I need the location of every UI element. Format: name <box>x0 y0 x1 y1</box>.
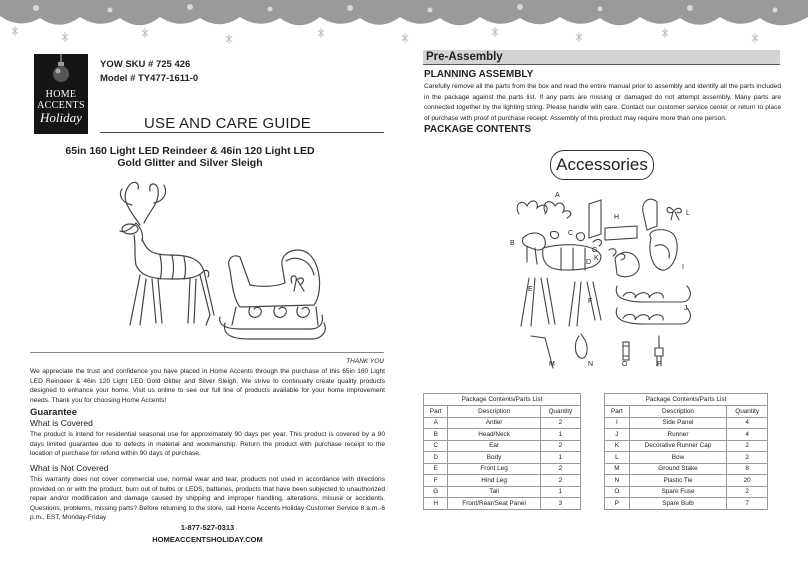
cell: Front/Rear/Seat Panel <box>448 498 540 510</box>
cell: 8 <box>727 463 768 475</box>
col-part: Part <box>424 406 448 418</box>
table-row <box>605 452 768 464</box>
title-divider <box>100 132 384 133</box>
cell: G <box>424 486 448 498</box>
what-is-covered-text: The product is intend for residential seasonal use for approximately 90 days per year. This product is covered by a 90 days limited guarantee due to defects in material and workmanship. Return the product with purchase receipt to the location of purchase for refund within 90 days of purchase. <box>30 431 385 457</box>
cell: O <box>605 486 630 498</box>
cell: 2 <box>540 475 580 487</box>
cell: 20 <box>727 475 768 487</box>
cell: Ear <box>448 440 540 452</box>
part-label-p: P <box>657 361 662 368</box>
col-description: Description <box>448 406 540 418</box>
col-description: Description <box>629 406 727 418</box>
table-row <box>605 486 768 498</box>
what-is-not-covered-text: This warranty does not cover commercial use, normal wear and tear, products not used in accordance with directions provided on or with the product, burn out of bulbs or LEDS, batteries, products that have been subjected to unauthorized repair and/or modification and damage caused by shipping and improper handling, alterations, misuse or accidents. Questions, problems, missing parts? Before returning to the store, call Home Accents Holiday Customer Service 8 a.m.-6 p.m., EST, Monday-Friday <box>30 476 385 521</box>
cell: 1 <box>540 452 580 464</box>
product-title-line-1: 65in 160 Light LED Reindeer & 46in 120 Light LED <box>65 145 315 157</box>
cell: 2 <box>540 463 580 475</box>
sku-block <box>100 58 198 86</box>
pre-assembly-title: Pre-Assembly <box>426 51 503 63</box>
table-row <box>605 498 768 510</box>
cell: 2 <box>727 440 768 452</box>
part-label-d: D <box>586 259 592 266</box>
parts-exploded-illustration <box>505 186 715 376</box>
cell: 1 <box>540 429 580 441</box>
intro-text: We appreciate the trust and confidence you have placed in Home Accents through the purchase of this 65in 160 Light LED Reindeer & 46in 120 Light LED Gold Glitter and Silver Sleigh. We strive to continually create quality products designed to enhance your home. Visit us online to see our full line of products available for your home improvement needs. Thank you for choosing Home Accents! <box>30 368 385 404</box>
thank-you-heading: THANK YOU <box>346 358 384 365</box>
section-divider <box>30 352 384 353</box>
table-row <box>424 475 581 487</box>
planning-assembly-heading: PLANNING ASSEMBLY <box>424 69 534 80</box>
product-title-line-2: Gold Glitter and Silver Sleigh <box>117 157 263 169</box>
table-row <box>424 498 581 510</box>
part-label-k: K <box>594 255 599 262</box>
table-row <box>424 417 581 429</box>
cell: Bow <box>629 452 727 464</box>
cell: P <box>605 498 630 510</box>
model-number: Model # TY477-1611-0 <box>100 73 199 84</box>
cell: 1 <box>540 486 580 498</box>
cell: 3 <box>540 498 580 510</box>
cell: N <box>605 475 630 487</box>
part-label-c: C <box>568 230 574 237</box>
table-row <box>424 486 581 498</box>
cell: Front Leg <box>448 463 540 475</box>
col-quantity: Quantity <box>727 406 768 418</box>
home-accents-holiday-logo <box>34 54 88 134</box>
yow-sku: YOW SKU # 725 426 <box>100 59 191 70</box>
parts-table-caption: Package Contents/Parts List <box>424 394 581 406</box>
part-label-f: F <box>588 298 593 305</box>
logo-line-2: ACCENTS <box>37 100 85 111</box>
table-row <box>605 417 768 429</box>
cell: Antler <box>448 417 540 429</box>
table-row <box>424 440 581 452</box>
guide-title: USE AND CARE GUIDE <box>144 115 311 132</box>
cell: J <box>605 429 630 441</box>
ornament-icon <box>34 54 88 84</box>
table-row <box>424 429 581 441</box>
cell: Side Panel <box>629 417 727 429</box>
table-row <box>605 440 768 452</box>
cell: 7 <box>727 498 768 510</box>
part-label-g: G <box>592 247 598 254</box>
table-row <box>424 463 581 475</box>
package-contents-heading: PACKAGE CONTENTS <box>424 124 532 135</box>
cell: D <box>424 452 448 464</box>
accessories-label: Accessories <box>550 150 654 180</box>
what-is-not-covered-heading: What is Not Covered <box>30 463 109 473</box>
cell: Tail <box>448 486 540 498</box>
part-label-i: I <box>682 264 684 271</box>
part-label-m: M <box>549 361 555 368</box>
cell: K <box>605 440 630 452</box>
cell: 2 <box>540 440 580 452</box>
cell: I <box>605 417 630 429</box>
table-row <box>605 463 768 475</box>
part-label-n: N <box>588 361 594 368</box>
website-url: HOMEACCENTSHOLIDAY.COM <box>152 535 263 544</box>
reindeer-and-sleigh-illustration <box>100 175 330 345</box>
part-label-h: H <box>614 214 620 221</box>
cell: E <box>424 463 448 475</box>
parts-table-right <box>604 393 768 510</box>
cell: Decorative Runner Cap <box>629 440 727 452</box>
col-part: Part <box>605 406 630 418</box>
cell: 4 <box>727 429 768 441</box>
cell: 4 <box>727 417 768 429</box>
cell: Spare Bulb <box>629 498 727 510</box>
part-label-b: B <box>510 240 515 247</box>
table-row <box>605 475 768 487</box>
part-label-j: J <box>684 305 688 312</box>
cell: Runner <box>629 429 727 441</box>
part-label-e: E <box>528 286 533 293</box>
cell: F <box>424 475 448 487</box>
part-label-l: L <box>686 210 690 217</box>
cell: Plastic Tie <box>629 475 727 487</box>
cell: Ground Stake <box>629 463 727 475</box>
part-label-a: A <box>555 192 560 199</box>
cell: Head/Neck <box>448 429 540 441</box>
part-label-o: O <box>622 361 628 368</box>
cell: Body <box>448 452 540 464</box>
table-row <box>424 452 581 464</box>
cell: A <box>424 417 448 429</box>
cell: L <box>605 452 630 464</box>
cell: 2 <box>540 417 580 429</box>
guarantee-heading: Guarantee <box>30 407 77 418</box>
parts-table-left <box>423 393 581 510</box>
parts-table-caption: Package Contents/Parts List <box>605 394 768 406</box>
customer-service-phone: 1-877-527-0313 <box>180 523 235 532</box>
product-title <box>40 145 340 169</box>
cell: 2 <box>727 452 768 464</box>
cell: Hind Leg <box>448 475 540 487</box>
cell: B <box>424 429 448 441</box>
col-quantity: Quantity <box>540 406 580 418</box>
cell: H <box>424 498 448 510</box>
logo-script: Holiday <box>40 110 82 125</box>
what-is-covered-heading: What is Covered <box>30 418 93 428</box>
table-row <box>605 429 768 441</box>
cell: M <box>605 463 630 475</box>
cell: 2 <box>727 486 768 498</box>
snowflake-garland-border <box>0 0 808 48</box>
cell: C <box>424 440 448 452</box>
logo-line-1: HOME <box>45 89 77 100</box>
planning-assembly-text: Carefully remove all the parts from the box and read the entire manual prior to assembly and identify all the parts included in the package against the parts list. If any parts are missing or damaged do not attempt assembly. Many parts are connected together by the lighting string. Please handle with care. Contact our customer service center or return to place of purchase with proof of purchase receipt. Assembly of this product may require more than one person. <box>424 83 781 122</box>
cell: Spare Fuse <box>629 486 727 498</box>
